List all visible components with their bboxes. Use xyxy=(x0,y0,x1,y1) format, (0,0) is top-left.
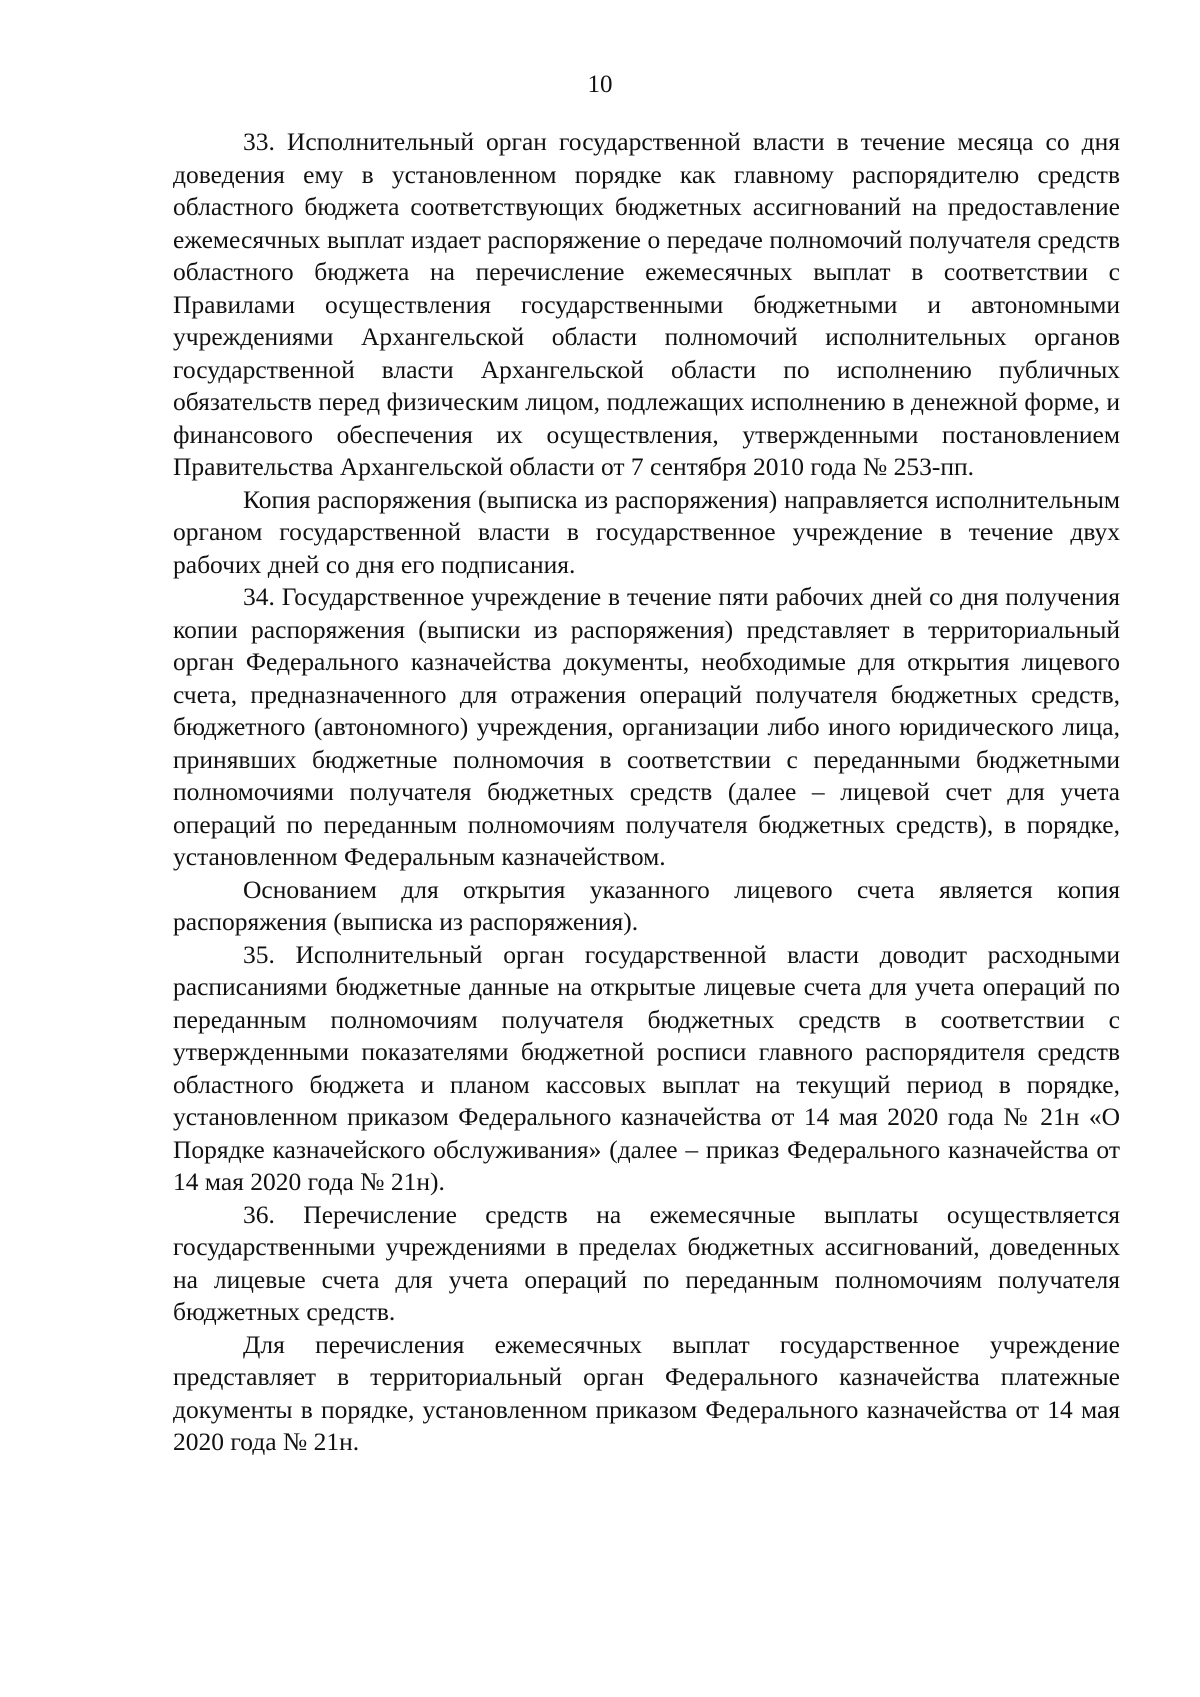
paragraph-payment-documents: Для перечисления ежемесячных выплат государственное учреждение представляет в территориальный орган Федерального казначейства платежные документы в порядке, установленном приказом Федерального казначейства от 14 мая 2020 года № 21н. xyxy=(173,1329,1120,1456)
page-number: 10 xyxy=(587,71,613,98)
paragraph-34: 34. Государственное учреждение в течение пяти рабочих дней со дня получения копии распоряжения (выписки из распоряжения) представляет в территориальный орган Федерального казначейства документы, необходимые для открытия лицевого счета, предназначенного для отражения операций получателя бюджетных средств, бюджетного (автономного) учреждения, организации либо иного юридического лица, принявших бюджетные полномочия в соответствии с переданными бюджетными полномочиями получателя бюджетных средств (далее – лицевой счет для учета операций по переданным полномочиям получателя бюджетных средств), в порядке, установленном Федеральным казначейством. xyxy=(173,582,1120,871)
paragraph-35: 35. Исполнительный орган государственной власти доводит расходными расписаниями бюджетные данные на открытые лицевые счета для учета операций по переданным полномочиям получателя бюджетных средств в соответствии с утвержденными показателями бюджетной росписи главного распорядителя средств областного бюджета и планом кассовых выплат на текущий период в порядке, установленном приказом Федерального казначейства от 14 мая 2020 года № 21н «О Порядке казначейского обслуживания» (далее – приказ Федерального казначейства от 14 мая 2020 года № 21н). xyxy=(173,939,1120,1196)
paragraph-account-basis: Основанием для открытия указанного лицевого счета является копия распоряжения (выписка из распоряжения). xyxy=(173,874,1120,936)
document-body xyxy=(173,126,1120,1459)
paragraph-order-copy: Копия распоряжения (выписка из распоряжения) направляется исполнительным органом государственной власти в государственное учреждение в течение двух рабочих дней со дня его подписания. xyxy=(173,484,1120,579)
paragraph-36: 36. Перечисление средств на ежемесячные выплаты осуществляется государственными учреждениями в пределах бюджетных ассигнований, доведенных на лицевые счета для учета операций по переданным полномочиям получателя бюджетных средств. xyxy=(173,1199,1120,1326)
paragraph-33: 33. Исполнительный орган государственной власти в течение месяца со дня доведения ему в установленном порядке как главному распорядителю средств областного бюджета соответствующих бюджетных ассигнований на предоставление ежемесячных выплат издает распоряжение о передаче полномочий получателя средств областного бюджета на перечисление ежемесячных выплат в соответствии с Правилами осуществления государственными бюджетными и автономными учреждениями Архангельской области полномочий исполнительных органов государственной власти Архангельской области по исполнению публичных обязательств перед физическим лицом, подлежащих исполнению в денежной форме, и финансового обеспечения их осуществления, утвержденными постановлением Правительства Архангельской области от 7 сентября 2010 года № 253-пп. xyxy=(173,127,1120,481)
